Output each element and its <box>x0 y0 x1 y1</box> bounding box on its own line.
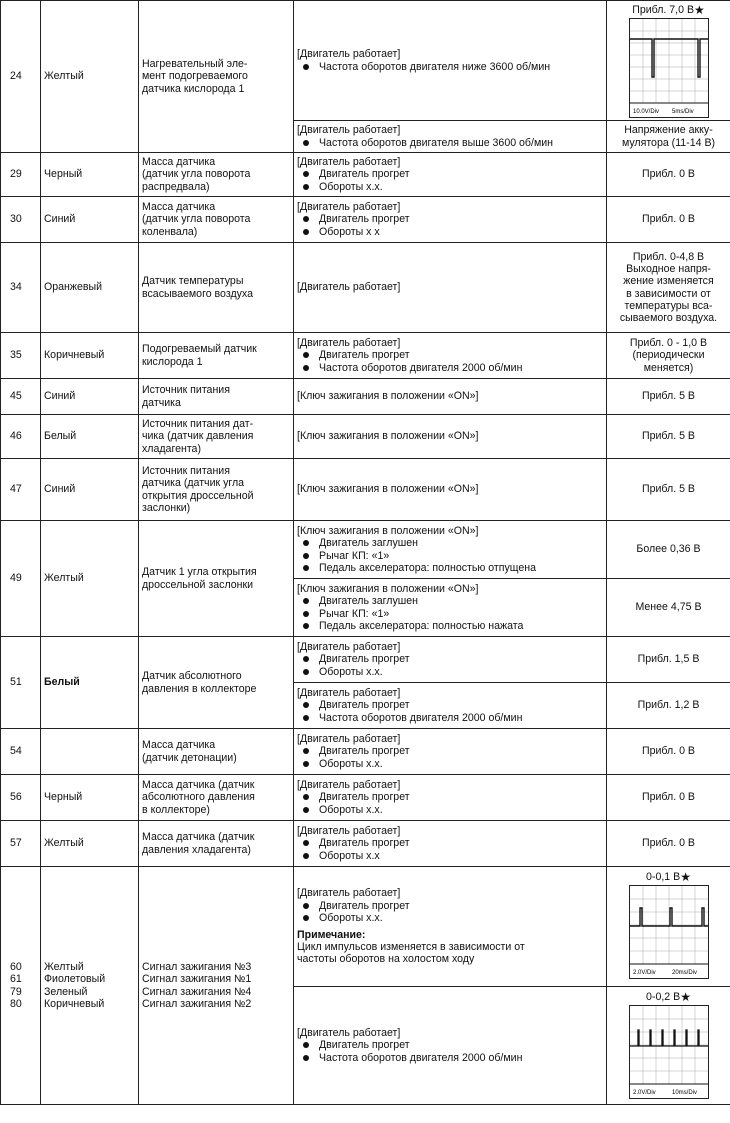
condition-bullet: Частота оборотов двигателя выше 3600 об/мин <box>297 137 603 149</box>
scope-scale-left: 10.0V/Div <box>632 109 659 116</box>
description <box>139 775 294 821</box>
condition-bullet: Частота оборотов двигателя ниже 3600 об/мин <box>297 61 603 73</box>
condition-bullet: Педаль акселератора: полностью нажата <box>297 620 603 632</box>
condition-title: [Двигатель работает] <box>297 733 401 746</box>
condition-bullet: Обороты х.х. <box>297 758 603 770</box>
condition-bullet: Двигатель прогрет <box>297 349 603 361</box>
table-row <box>1 867 730 987</box>
condition-title: [Двигатель работает] <box>297 825 401 838</box>
condition-title: [Двигатель работает] <box>297 156 401 169</box>
note-line: частоты оборотов на холостом ходу <box>297 953 475 966</box>
table-row <box>1 521 730 579</box>
voltage-value: Более 0,36 В <box>607 521 730 579</box>
voltage-value <box>607 243 730 333</box>
table-row <box>1 243 730 333</box>
scope-scale-left: 2.0V/Div <box>632 1090 656 1097</box>
condition-bullet: Частота оборотов двигателя 2000 об/мин <box>297 1052 603 1064</box>
description-line: в коллекторе) <box>142 803 210 816</box>
description <box>139 333 294 379</box>
wire-color: Синий <box>41 379 139 415</box>
voltage-value: Прибл. 0 В <box>607 775 730 821</box>
description-line: Масса датчика <box>142 201 216 214</box>
description-line: Датчик 1 угла открытия <box>142 566 257 579</box>
pin-number: 34 <box>1 243 41 333</box>
pin-number: 45 <box>1 379 41 415</box>
pin-number: 49 <box>1 521 41 637</box>
condition-title: [Ключ зажигания в положении «ON»] <box>297 583 479 596</box>
pin-number-line: 60 <box>10 961 22 974</box>
condition <box>294 459 607 521</box>
condition <box>294 775 607 821</box>
description <box>139 197 294 243</box>
table-row <box>1 729 730 775</box>
voltage-text: температуры вса- <box>624 299 713 312</box>
voltage-value: Прибл. 1,2 В <box>607 683 730 729</box>
voltage-value: Прибл. 0 В <box>607 153 730 197</box>
table-row <box>1 459 730 521</box>
condition-bullet: Двигатель прогрет <box>297 1039 603 1051</box>
pin-number: 57 <box>1 821 41 867</box>
condition-title: [Двигатель работает] <box>297 1027 401 1040</box>
table-row <box>1 197 730 243</box>
voltage-value: Прибл. 0 В <box>607 821 730 867</box>
condition <box>294 243 607 333</box>
condition-bullet: Двигатель прогрет <box>297 900 603 912</box>
voltage-value <box>607 1 730 121</box>
description-line: Сигнал зажигания №1 <box>142 973 252 986</box>
wire-color: Оранжевый <box>41 243 139 333</box>
pin-number-line: 61 <box>10 973 22 986</box>
description-line: Датчик температуры <box>142 275 244 288</box>
table-row <box>1 637 730 683</box>
condition-bullet: Двигатель заглушен <box>297 537 603 549</box>
description-line: (датчик детонации) <box>142 751 237 764</box>
condition-bullet: Рычаг КП: «1» <box>297 608 603 620</box>
voltage-text: Прибл. 7,0 В <box>632 4 695 16</box>
condition <box>294 415 607 459</box>
condition <box>294 333 607 379</box>
description-line: дроссельной заслонки <box>142 578 254 591</box>
table-row <box>1 153 730 197</box>
pin-number <box>1 867 41 1105</box>
wire-color: Черный <box>41 153 139 197</box>
wire-color: Белый <box>41 637 139 729</box>
star-mark: ★ <box>680 990 691 1004</box>
wire-color: Белый <box>41 415 139 459</box>
pin-number: 30 <box>1 197 41 243</box>
table-row <box>1 775 730 821</box>
wire-color-line: Коричневый <box>44 997 105 1010</box>
wire-color <box>41 729 139 775</box>
oscilloscope-waveform <box>629 1005 709 1099</box>
description <box>139 729 294 775</box>
wire-color: Желтый <box>41 521 139 637</box>
description-line: Сигнал зажигания №2 <box>142 997 252 1010</box>
condition-bullet: Двигатель прогрет <box>297 791 603 803</box>
voltage-value: Прибл. 5 В <box>607 379 730 415</box>
description-line: (датчик угла поворота <box>142 213 251 226</box>
condition <box>294 729 607 775</box>
pin-number-line: 80 <box>10 997 22 1010</box>
description-line: заслонки) <box>142 501 191 514</box>
scope-scale-right: 20ms/Div <box>671 970 697 977</box>
pin-number: 51 <box>1 637 41 729</box>
description <box>139 459 294 521</box>
wire-color: Черный <box>41 775 139 821</box>
voltage-text: Прибл. 0-4,8 В <box>632 250 705 263</box>
condition-bullet: Двигатель прогрет <box>297 213 603 225</box>
note-line: Цикл импульсов изменяется в зависимости от <box>297 941 525 954</box>
wire-color: Желтый <box>41 1 139 153</box>
condition-bullet: Рычаг КП: «1» <box>297 550 603 562</box>
description-line: Источник питания дат- <box>142 418 254 431</box>
voltage-value: Прибл. 1,5 В <box>607 637 730 683</box>
oscilloscope-waveform <box>629 885 709 979</box>
description-line: давления хладагента) <box>142 843 251 856</box>
condition-title: [Двигатель работает] <box>297 201 401 214</box>
description-line: Датчик абсолютного <box>142 670 242 683</box>
voltage-value <box>607 867 730 987</box>
voltage-value: Прибл. 0 В <box>607 729 730 775</box>
wire-color-line: Зеленый <box>44 985 88 998</box>
star-mark: ★ <box>680 870 691 884</box>
description-line: Сигнал зажигания №4 <box>142 985 252 998</box>
wire-color: Синий <box>41 197 139 243</box>
scope-scale-right: 5ms/Div <box>671 109 694 116</box>
description-line: открытия дроссельной <box>142 489 254 502</box>
condition <box>294 987 607 1105</box>
condition-bullet: Обороты х х <box>297 226 603 238</box>
condition <box>294 579 607 637</box>
condition-title: [Ключ зажигания в положении «ON»] <box>297 390 479 403</box>
pin-number: 56 <box>1 775 41 821</box>
voltage-value: Прибл. 5 В <box>607 459 730 521</box>
description-line: Нагревательный эле- <box>142 58 248 71</box>
description <box>139 867 294 1105</box>
condition-bullet: Двигатель прогрет <box>297 745 603 757</box>
description-line: Масса датчика <box>142 739 216 752</box>
voltage-text: в зависимости от <box>626 287 711 300</box>
note-title: Примечание: <box>297 929 366 941</box>
description-line: Источник питания <box>142 384 230 397</box>
condition-bullet: Обороты х.х. <box>297 666 603 678</box>
description-line: всасываемого воздуха <box>142 287 253 300</box>
table-row <box>1 821 730 867</box>
pin-number: 24 <box>1 1 41 153</box>
voltage-text: сываемого воздуха. <box>619 311 718 324</box>
condition <box>294 867 607 987</box>
description <box>139 637 294 729</box>
voltage-value <box>607 121 730 153</box>
description-line: Подогреваемый датчик <box>142 343 257 356</box>
condition <box>294 153 607 197</box>
oscilloscope-waveform <box>629 18 709 118</box>
description-line: Сигнал зажигания №3 <box>142 961 252 974</box>
description-line: хладагента) <box>142 442 201 455</box>
description <box>139 379 294 415</box>
condition-bullet: Обороты х.х <box>297 850 603 862</box>
scope-scale-left: 2.0V/Div <box>632 970 656 977</box>
condition-bullet: Обороты х.х. <box>297 804 603 816</box>
condition-bullet: Частота оборотов двигателя 2000 об/мин <box>297 362 603 374</box>
description <box>139 243 294 333</box>
description-line: кислорода 1 <box>142 355 203 368</box>
condition <box>294 197 607 243</box>
pin-number: 54 <box>1 729 41 775</box>
voltage-text: меняется) <box>643 361 694 374</box>
voltage-text: (периодически <box>632 349 705 362</box>
voltage-text: 0-0,2 В <box>646 991 681 1003</box>
description-line: Масса датчика <box>142 156 216 169</box>
condition-bullet: Двигатель прогрет <box>297 837 603 849</box>
table-row <box>1 333 730 379</box>
voltage-value: Менее 4,75 В <box>607 579 730 637</box>
voltage-text: Выходное напря- <box>626 263 711 276</box>
pin-number: 29 <box>1 153 41 197</box>
description-line: распредвала) <box>142 180 210 193</box>
description <box>139 153 294 197</box>
pin-number: 35 <box>1 333 41 379</box>
scope-scale-right: 10ms/Div <box>671 1090 697 1097</box>
description-line: чика (датчик давления <box>142 430 254 443</box>
description-line: датчика кислорода 1 <box>142 82 245 95</box>
condition-title: [Двигатель работает] <box>297 281 401 294</box>
wire-color: Желтый <box>41 821 139 867</box>
condition-title: [Ключ зажигания в положении «ON»] <box>297 483 479 496</box>
condition <box>294 521 607 579</box>
voltage-text: мулятора (11-14 В) <box>621 136 716 149</box>
condition-title: [Ключ зажигания в положении «ON»] <box>297 525 479 538</box>
description-line: абсолютного давления <box>142 791 255 804</box>
wire-color-line: Фиолетовый <box>44 973 106 986</box>
description-line: Масса датчика (датчик <box>142 779 255 792</box>
wire-color-line: Желтый <box>44 961 84 974</box>
pin-number: 46 <box>1 415 41 459</box>
pin-number: 47 <box>1 459 41 521</box>
condition-title: [Двигатель работает] <box>297 887 401 900</box>
condition-title: [Двигатель работает] <box>297 48 401 61</box>
condition-bullet: Двигатель прогрет <box>297 168 603 180</box>
condition <box>294 1 607 121</box>
voltage-text: Напряжение акку- <box>624 124 713 137</box>
condition-bullet: Двигатель заглушен <box>297 595 603 607</box>
description-line: Масса датчика (датчик <box>142 831 255 844</box>
voltage-value <box>607 333 730 379</box>
condition <box>294 821 607 867</box>
condition-bullet: Двигатель прогрет <box>297 653 603 665</box>
condition-title: [Двигатель работает] <box>297 337 401 350</box>
table-row <box>1 1 730 121</box>
table-row <box>1 415 730 459</box>
condition <box>294 637 607 683</box>
voltage-text: 0-0,1 В <box>646 871 681 883</box>
condition-title: [Двигатель работает] <box>297 641 401 654</box>
condition-bullet: Педаль акселератора: полностью отпущена <box>297 562 603 574</box>
description-line: датчика (датчик угла <box>142 477 245 490</box>
description-line: коленвала) <box>142 225 198 238</box>
condition <box>294 379 607 415</box>
voltage-value: Прибл. 0 В <box>607 197 730 243</box>
condition-bullet: Частота оборотов двигателя 2000 об/мин <box>297 712 603 724</box>
table-row <box>1 379 730 415</box>
description-line: (датчик угла поворота <box>142 168 251 181</box>
condition-bullet: Обороты х.х. <box>297 181 603 193</box>
description-line: Источник питания <box>142 465 230 478</box>
description-line: датчика <box>142 396 181 409</box>
condition-title: [Ключ зажигания в положении «ON»] <box>297 430 479 443</box>
condition <box>294 683 607 729</box>
pin-number-line: 79 <box>10 985 22 998</box>
condition-bullet: Обороты х.х. <box>297 912 603 924</box>
wire-color: Синий <box>41 459 139 521</box>
voltage-value: Прибл. 5 В <box>607 415 730 459</box>
condition-bullet: Двигатель прогрет <box>297 699 603 711</box>
description <box>139 521 294 637</box>
wire-color <box>41 867 139 1105</box>
description-line: давления в коллекторе <box>142 682 257 695</box>
voltage-value <box>607 987 730 1105</box>
description <box>139 821 294 867</box>
voltage-text: Прибл. 0 - 1,0 В <box>629 337 708 350</box>
condition-title: [Двигатель работает] <box>297 687 401 700</box>
description <box>139 1 294 153</box>
condition <box>294 121 607 153</box>
description-line: мент подогреваемого <box>142 70 248 83</box>
condition-title: [Двигатель работает] <box>297 124 401 137</box>
star-mark: ★ <box>694 3 705 17</box>
wire-color: Коричневый <box>41 333 139 379</box>
description <box>139 415 294 459</box>
condition-title: [Двигатель работает] <box>297 779 401 792</box>
voltage-text: жение изменяется <box>623 275 714 288</box>
